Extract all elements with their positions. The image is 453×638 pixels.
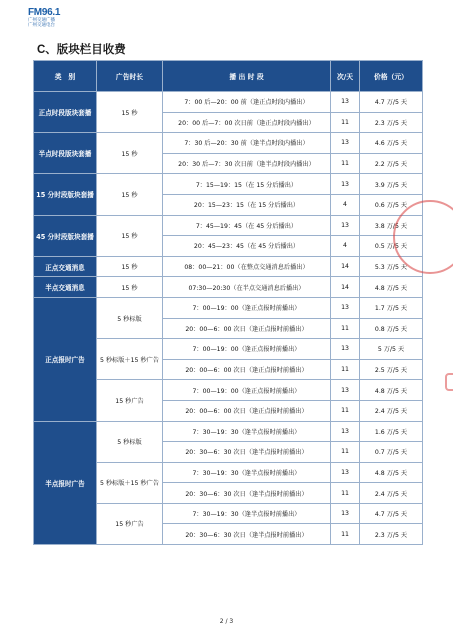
price-cell: 1.7 万/5 天	[360, 297, 423, 318]
times-cell: 11	[331, 524, 360, 545]
category-cell: 半点时段版块套播	[34, 133, 97, 174]
price-cell: 0.7 万/5 天	[360, 442, 423, 463]
category-cell: 正点交通消息	[34, 256, 97, 277]
slot-cell: 7：30 后—20：30 前（逢半点时段内播出）	[163, 133, 331, 154]
slot-cell: 7：30—19：30（逢半点报时前播出）	[163, 503, 331, 524]
price-cell: 4.7 万/5 天	[360, 92, 423, 113]
table-header-row	[34, 61, 423, 92]
price-cell: 1.6 万/5 天	[360, 421, 423, 442]
duration-cell: 15 秒	[97, 174, 163, 215]
slot-cell: 7：30—19：30（逢半点报时前播出）	[163, 462, 331, 483]
slot-cell: 7：15—19：15（在 15 分后播出）	[163, 174, 331, 195]
times-cell: 13	[331, 503, 360, 524]
price-cell: 2.4 万/5 天	[360, 483, 423, 504]
slot-cell: 7：30—19：30（逢半点报时前播出）	[163, 421, 331, 442]
times-cell: 13	[331, 133, 360, 154]
page-number: 2 / 3	[219, 618, 234, 625]
slot-cell: 20：30—6：30 次日（逢半点报时前播出）	[163, 524, 331, 545]
slot-cell: 7：00—19：00（逢正点报时前播出）	[163, 297, 331, 318]
duration-cell: 15 秒	[97, 277, 163, 298]
table-row	[34, 421, 423, 442]
times-cell: 13	[331, 380, 360, 401]
header-times: 次/天	[331, 61, 360, 92]
slot-cell: 20：30—6：30 次日（逢半点报时前播出）	[163, 442, 331, 463]
slot-cell: 08：00—21：00（在整点交通消息后播出）	[163, 256, 331, 277]
table-row	[34, 277, 423, 298]
slot-cell: 7：00—19：00（逢正点报时前播出）	[163, 380, 331, 401]
times-cell: 11	[331, 318, 360, 339]
times-cell: 13	[331, 421, 360, 442]
duration-cell: 15 秒	[97, 92, 163, 133]
pricing-table	[33, 60, 423, 545]
times-cell: 13	[331, 297, 360, 318]
category-cell: 半点报时广告	[34, 421, 97, 545]
category-cell: 正点报时广告	[34, 297, 97, 421]
category-cell: 15 分时段版块套播	[34, 174, 97, 215]
header-price: 价格（元）	[360, 61, 423, 92]
slot-cell: 20：00 后—7：00 次日前（逢正点时段内播出）	[163, 112, 331, 133]
logo-sub-1: 广州交通广播	[28, 18, 55, 23]
times-cell: 11	[331, 359, 360, 380]
times-cell: 13	[331, 174, 360, 195]
category-cell: 45 分时段版块套播	[34, 215, 97, 256]
times-cell: 4	[331, 236, 360, 257]
header-slot: 播 出 时 段	[163, 61, 331, 92]
times-cell: 13	[331, 339, 360, 360]
duration-cell: 5 秒标版＋15 秒广告	[97, 462, 163, 503]
price-cell: 2.5 万/5 天	[360, 359, 423, 380]
table-row	[34, 215, 423, 236]
times-cell: 11	[331, 483, 360, 504]
slot-cell: 7：00 后—20：00 前（逢正点时段内播出）	[163, 92, 331, 113]
times-cell: 13	[331, 215, 360, 236]
table-row	[34, 256, 423, 277]
times-cell: 13	[331, 462, 360, 483]
times-cell: 11	[331, 400, 360, 421]
category-cell: 半点交通消息	[34, 277, 97, 298]
price-cell: 5.3 万/5 天	[360, 256, 423, 277]
price-cell: 0.8 万/5 天	[360, 318, 423, 339]
price-cell: 4.8 万/5 天	[360, 277, 423, 298]
header-category: 类 别	[34, 61, 97, 92]
price-cell: 2.3 万/5 天	[360, 524, 423, 545]
slot-cell: 20：00—6：00 次日（逢正点报时前播出）	[163, 400, 331, 421]
duration-cell: 15 秒广告	[97, 380, 163, 421]
table-row	[34, 174, 423, 195]
price-cell: 2.3 万/5 天	[360, 112, 423, 133]
duration-cell: 5 秒标版	[97, 297, 163, 338]
times-cell: 14	[331, 256, 360, 277]
table-body	[34, 92, 423, 545]
duration-cell: 5 秒标版	[97, 421, 163, 462]
logo-main: FM96.1	[28, 7, 61, 18]
times-cell: 14	[331, 277, 360, 298]
slot-cell: 07:30—20:30（在半点交通消息后播出）	[163, 277, 331, 298]
slot-cell: 20：15—23：15（在 15 分后播出）	[163, 194, 331, 215]
slot-cell: 20：30—6：30 次日（逢半点报时前播出）	[163, 483, 331, 504]
duration-cell: 5 秒标版＋15 秒广告	[97, 339, 163, 380]
red-seal-stamp-partial	[445, 373, 453, 391]
header-duration: 广告时长	[97, 61, 163, 92]
price-cell: 3.8 万/5 天	[360, 215, 423, 236]
times-cell: 11	[331, 442, 360, 463]
price-cell: 2.4 万/5 天	[360, 400, 423, 421]
duration-cell: 15 秒广告	[97, 503, 163, 544]
slot-cell: 7：45—19：45（在 45 分后播出）	[163, 215, 331, 236]
price-cell: 5 万/5 天	[360, 339, 423, 360]
duration-cell: 15 秒	[97, 215, 163, 256]
table-row	[34, 92, 423, 113]
slot-cell: 20：30 后—7：30 次日前（逢半点时段内播出）	[163, 153, 331, 174]
duration-cell: 15 秒	[97, 133, 163, 174]
slot-cell: 20：00—6：00 次日（逢正点报时前播出）	[163, 318, 331, 339]
slot-cell: 7：00—19：00（逢正点报时前播出）	[163, 339, 331, 360]
price-cell: 4.6 万/5 天	[360, 133, 423, 154]
price-cell: 2.2 万/5 天	[360, 153, 423, 174]
price-cell: 3.9 万/5 天	[360, 174, 423, 195]
times-cell: 11	[331, 153, 360, 174]
slot-cell: 20：45—23：45（在 45 分后播出）	[163, 236, 331, 257]
times-cell: 4	[331, 194, 360, 215]
times-cell: 11	[331, 112, 360, 133]
price-cell: 4.7 万/5 天	[360, 503, 423, 524]
price-cell: 4.8 万/5 天	[360, 380, 423, 401]
category-cell: 正点时段版块套播	[34, 92, 97, 133]
price-cell: 0.5 万/5 天	[360, 236, 423, 257]
table-row	[34, 297, 423, 318]
price-cell: 4.8 万/5 天	[360, 462, 423, 483]
slot-cell: 20：00—6：00 次日（逢正点报时前播出）	[163, 359, 331, 380]
duration-cell: 15 秒	[97, 256, 163, 277]
times-cell: 13	[331, 92, 360, 113]
logo-sub-2: 广州交通电台	[28, 23, 55, 28]
section-title: C、版块栏目收费	[37, 44, 126, 56]
table-row	[34, 133, 423, 154]
station-logo	[28, 7, 68, 28]
price-cell: 0.6 万/5 天	[360, 194, 423, 215]
